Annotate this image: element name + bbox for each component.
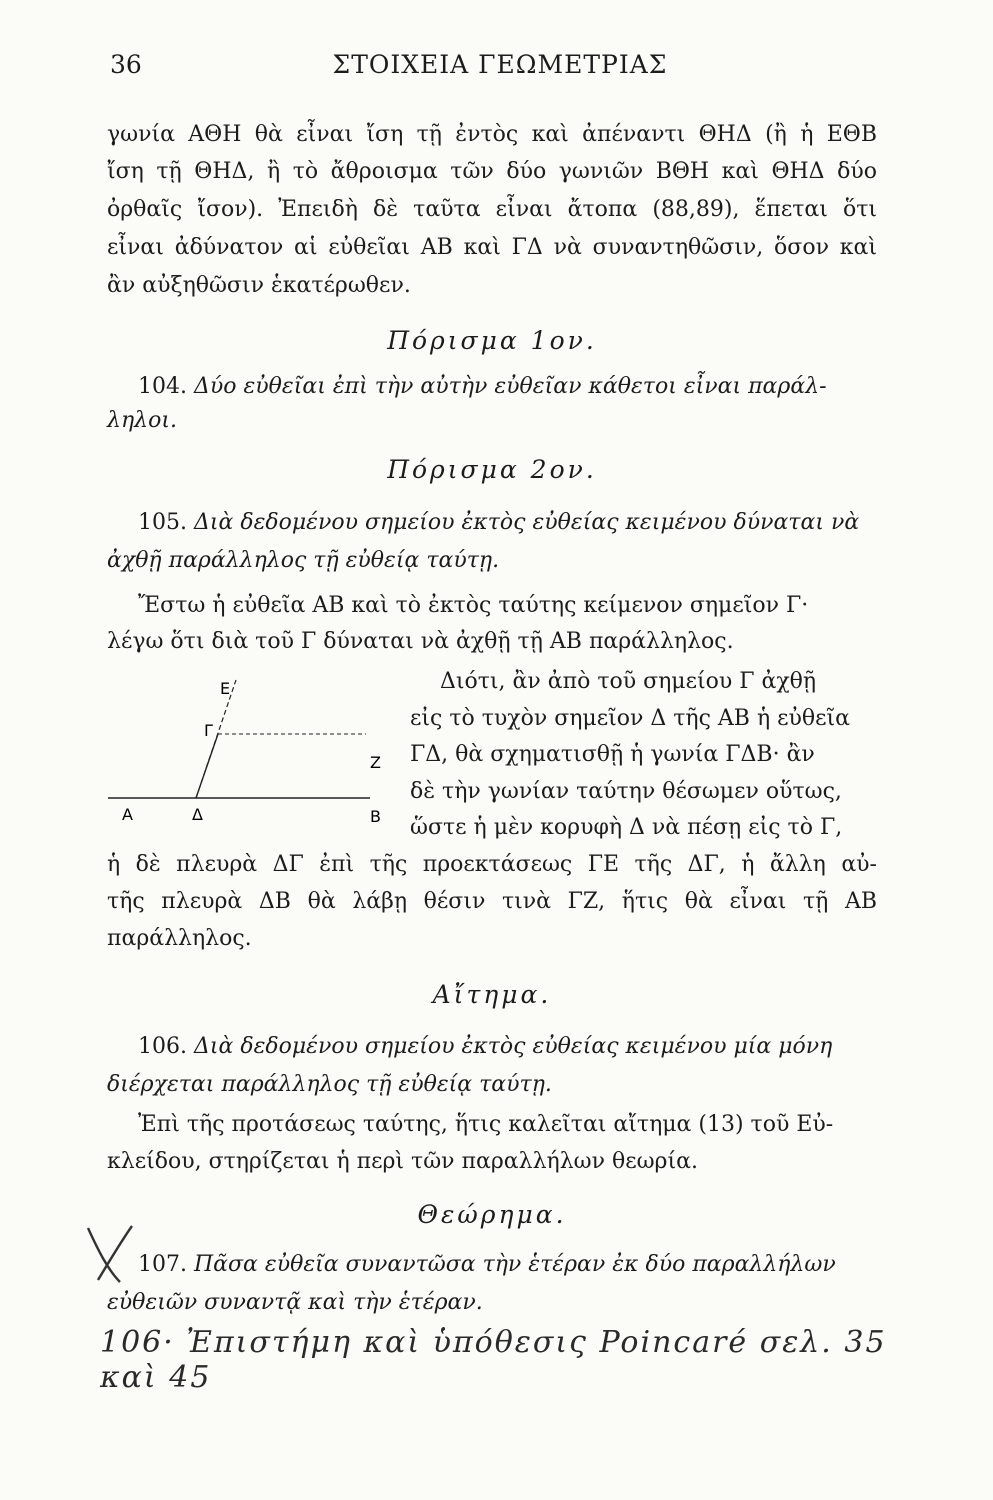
label-g: Γ (204, 721, 213, 740)
section-heading-porisma-1: Πόρισμα 1ον. (387, 326, 597, 355)
proposition-text: Διὰ δεδομένου σημείου ἐκτὸς εὐθείας κειμένου δύναται νὰ (193, 510, 860, 535)
proof-line: ΓΔ, θὰ σχηματισθῇ ἡ γωνία ΓΔΒ· ἂν (410, 742, 815, 767)
proof-line: ἡ δὲ πλευρὰ ΔΓ ἐπὶ τῆς προεκτάσεως ΓΕ τῆς ΔΓ, ἡ ἄλλη αὐ- (107, 852, 877, 877)
label-z: Z (370, 753, 381, 772)
proposition-106 (138, 1032, 878, 1062)
proof-line: ὥστε ἡ μὲν κορυφὴ Δ νὰ πέσῃ εἰς τὸ Γ, (410, 815, 843, 840)
label-a: A (122, 805, 133, 824)
proposition-text-continued: διέρχεται παράλληλος τῇ εὐθείᾳ ταύτῃ. (107, 1072, 552, 1097)
proposition-text-continued: ληλοι. (107, 408, 177, 433)
parallel-lines-diagram (108, 670, 398, 850)
proof-line: δὲ τὴν γωνίαν ταύτην θέσωμεν οὕτως, (410, 779, 842, 804)
diagram-svg (108, 670, 398, 850)
proposition-text: Διὰ δεδομένου σημείου ἐκτὸς εὐθείας κειμένου μία μόνη (193, 1034, 833, 1059)
paragraph-line: ἂν αὐξηθῶσιν ἑκατέρωθεν. (107, 273, 411, 298)
label-e: E (220, 679, 231, 698)
page-header (110, 50, 890, 90)
section-heading-porisma-2: Πόρισμα 2ον. (387, 455, 597, 484)
proof-line: Διότι, ἂν ἀπὸ τοῦ σημείου Γ ἀχθῇ (440, 669, 817, 694)
proposition-number: 107. (138, 1252, 187, 1277)
page-number: 36 (110, 50, 142, 79)
proof-line: παράλληλος. (107, 926, 252, 951)
note-line: Ἐπὶ τῆς προτάσεως ταύτης, ἥτις καλεῖται αἴτημα (13) τοῦ Εὐ- (138, 1112, 834, 1137)
note-line: κλείδου, στηρίζεται ἡ περὶ τῶν παραλλήλων θεωρία. (107, 1149, 698, 1174)
margin-check-mark (80, 1220, 140, 1290)
proposition-text-continued: εὐθειῶν συναντᾷ καὶ τὴν ἑτέραν. (107, 1290, 483, 1315)
proof-line: τῆς πλευρὰ ΔΒ θὰ λάβῃ θέσιν τινὰ ΓΖ, ἥτις θὰ εἶναι τῇ ΑΒ (107, 889, 877, 914)
proof-line: Ἔστω ἡ εὐθεῖα ΑΒ καὶ τὸ ἐκτὸς ταύτης κείμενον σημεῖον Γ· (138, 593, 809, 618)
label-d: Δ (192, 805, 203, 824)
line-dg (196, 734, 218, 798)
proposition-number: 106. (138, 1034, 187, 1059)
proof-line: εἰς τὸ τυχὸν σημεῖον Δ τῆς ΑΒ ἡ εὐθεῖα (410, 706, 851, 731)
proposition-number: 105. (138, 510, 187, 535)
proposition-text-continued: ἀχθῇ παράλληλος τῇ εὐθείᾳ ταύτῃ. (107, 548, 500, 573)
handwritten-annotation: 106· Ἐπιστήμη καὶ ὑπόθεσις Poincaré σελ. 35 καὶ 45 (100, 1325, 887, 1395)
label-b: B (370, 807, 381, 826)
paragraph-line: ὀρθαῖς ἴσον). Ἐπειδὴ δὲ ταῦτα εἶναι ἄτοπα (88,89), ἕπεται ὅτι (107, 197, 877, 222)
proof-line: λέγω ὅτι διὰ τοῦ Γ δύναται νὰ ἀχθῇ τῇ ΑΒ παράλληλος. (107, 629, 734, 654)
section-heading-theorema: Θεώρημα. (417, 1200, 567, 1229)
running-title: ΣΤΟΙΧΕΙΑ ΓΕΩΜΕΤΡΙΑΣ (332, 50, 668, 79)
proposition-105 (138, 508, 878, 538)
paragraph-line: ἴση τῇ ΘΗΔ, ἢ τὸ ἄθροισμα τῶν δύο γωνιῶν ΒΘΗ καὶ ΘΗΔ δύο (107, 159, 877, 184)
paragraph-line: εἶναι ἀδύνατον αἱ εὐθεῖαι ΑΒ καὶ ΓΔ νὰ συναντηθῶσιν, ὅσον καὶ (107, 235, 877, 260)
proposition-text: Πᾶσα εὐθεῖα συναντῶσα τὴν ἑτέραν ἐκ δύο παραλλήλων (193, 1252, 836, 1277)
section-heading-aitema: Αἴτημα. (432, 980, 552, 1009)
proposition-107 (138, 1250, 878, 1280)
proposition-number: 104. (138, 374, 187, 399)
proposition-text: Δύο εὐθεῖαι ἐπὶ τὴν αὐτὴν εὐθεῖαν κάθετοι εἶναι παράλ- (193, 374, 827, 399)
paragraph-line: γωνία ΑΘΗ θὰ εἶναι ἴση τῇ ἐντὸς καὶ ἀπέναντι ΘΗΔ (ἢ ἡ ΕΘΒ (107, 122, 877, 147)
proposition-104 (138, 372, 878, 402)
